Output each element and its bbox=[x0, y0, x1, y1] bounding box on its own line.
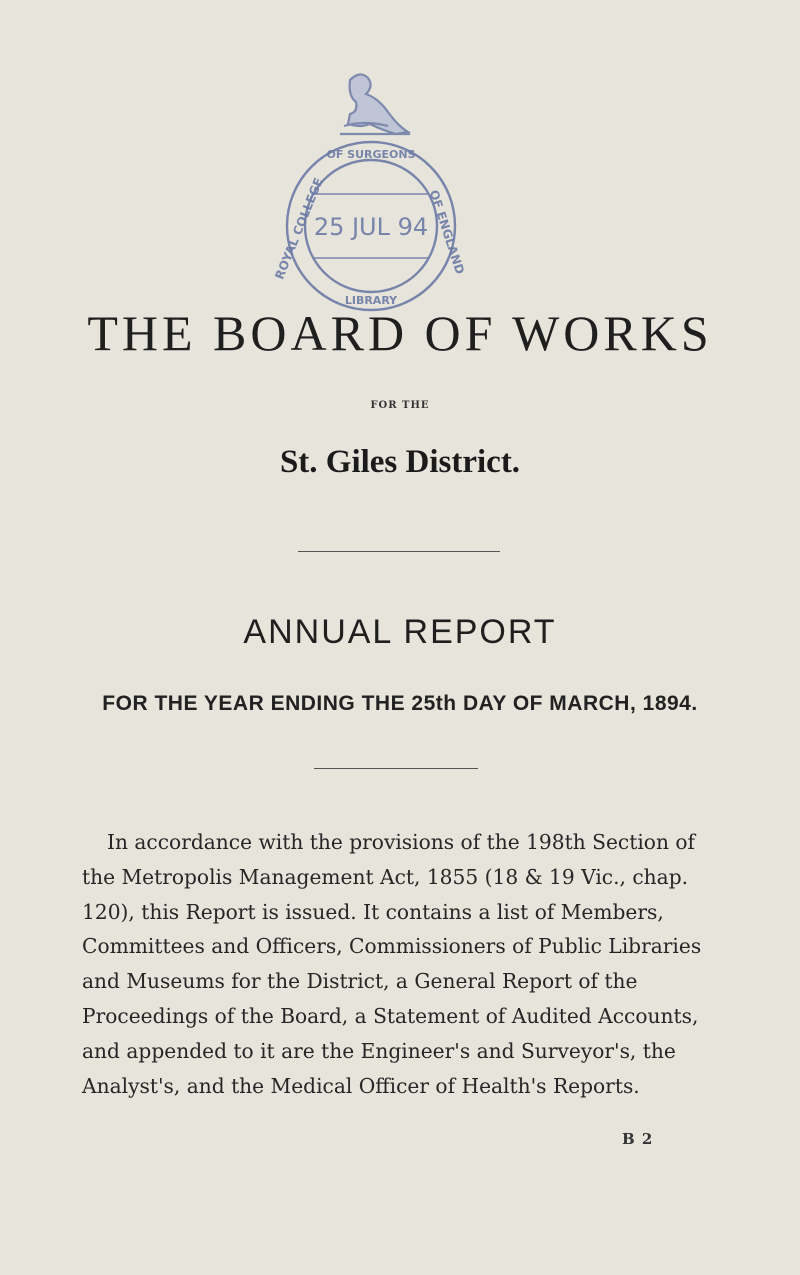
paragraph-line: and appended to it are the Engineer's and Surveyor's, the bbox=[82, 1038, 676, 1063]
district-name: St. Giles District. bbox=[279, 444, 521, 480]
divider-rule bbox=[298, 551, 500, 552]
crest-emblem-icon bbox=[340, 74, 410, 134]
paragraph-line: Committees and Officers, Commissioners of Public Libraries bbox=[82, 934, 702, 959]
body-paragraph bbox=[82, 825, 722, 1103]
paragraph-line: In accordance with the provisions of the 198th Section of bbox=[107, 830, 695, 854]
paragraph-line: the Metropolis Management Act, 1855 (18 & 19 Vic., chap. bbox=[82, 864, 689, 889]
paragraph-line: and Museums for the District, a General Report of the bbox=[82, 969, 638, 994]
stamp-ring-left: ROYAL COLLEGE bbox=[272, 175, 326, 282]
stamp-ring-bottom: LIBRARY bbox=[344, 294, 398, 307]
stamp-ring-right: OF ENGLAND bbox=[426, 188, 468, 276]
library-stamp bbox=[268, 62, 474, 324]
signature-mark: B 2 bbox=[622, 1130, 654, 1148]
board-title: THE BOARD OF WORKS bbox=[87, 305, 713, 361]
paragraph-line: Proceedings of the Board, a Statement of Audited Accounts, bbox=[82, 1003, 699, 1028]
stamp-ring-top: OF SURGEONS bbox=[326, 148, 416, 161]
paragraph-line: Analyst's, and the Medical Officer of Health's Reports. bbox=[82, 1073, 640, 1098]
paragraph-line: 120), this Report is issued. It contains a list of Members, bbox=[82, 899, 664, 924]
report-year-line: FOR THE YEAR ENDING THE 25th DAY OF MARCH, 1894. bbox=[102, 692, 698, 715]
for-the-caption: FOR THE bbox=[370, 400, 430, 411]
report-heading: ANNUAL REPORT bbox=[243, 613, 557, 651]
stamp-date: 25 JUL 94 bbox=[313, 213, 429, 241]
divider-rule bbox=[314, 768, 478, 769]
